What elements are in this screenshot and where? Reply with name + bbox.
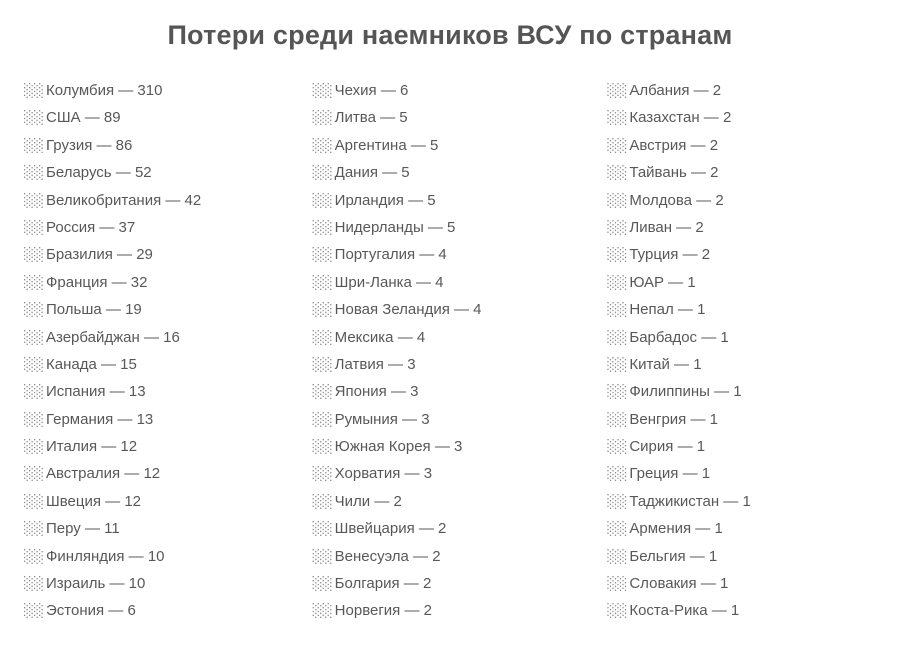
- flag-icon: ░░: [312, 84, 333, 99]
- list-item-label: Ирландия — 5: [334, 191, 436, 209]
- list-item: [607, 77, 882, 104]
- list-item: [313, 488, 588, 515]
- list-item: [607, 378, 882, 405]
- flag-icon: ░░: [312, 357, 333, 373]
- list-item-label: Хорватия — 3: [334, 465, 433, 483]
- list-item: [24, 597, 299, 624]
- list-item-label: Азербайджан — 16: [46, 328, 180, 346]
- country-column-3: [587, 77, 882, 625]
- flag-icon: ░░: [607, 111, 628, 127]
- list-item: [313, 296, 588, 323]
- flag-icon: ░░: [24, 440, 44, 456]
- list-item-label: Финляндия — 10: [46, 547, 165, 565]
- list-item: [607, 406, 882, 433]
- list-item: [607, 104, 882, 131]
- flag-icon: ░░: [607, 440, 628, 456]
- list-item-label: Южная Корея — 3: [334, 438, 463, 456]
- flag-icon: ░░: [24, 166, 44, 182]
- flag-icon: ░░: [607, 248, 628, 264]
- list-item-label: Колумбия — 310: [46, 82, 163, 99]
- flag-icon: ░░: [607, 303, 628, 319]
- list-item: [607, 351, 882, 378]
- flag-icon: ░░: [607, 275, 628, 291]
- list-item-label: Израиль — 10: [46, 575, 146, 593]
- page-title: Потери среди наемников ВСУ по странам: [167, 20, 733, 50]
- list-item-label: Литва — 5: [334, 109, 408, 127]
- list-item-label: Чехия — 6: [334, 82, 409, 99]
- list-item-label: Сирия — 1: [629, 438, 706, 456]
- list-item: [24, 104, 299, 131]
- list-item: [313, 77, 588, 104]
- list-item-label: ЮАР — 1: [629, 273, 696, 291]
- list-item: [24, 324, 299, 351]
- list-item: [313, 351, 588, 378]
- list-item-label: Болгария — 2: [334, 575, 432, 593]
- list-item-label: Польша — 19: [46, 301, 142, 319]
- list-item-label: Филиппины — 1: [629, 383, 742, 401]
- flag-icon: ░░: [607, 412, 628, 428]
- list-item-label: Шри-Ланка — 4: [334, 273, 444, 291]
- list-item: [24, 187, 299, 214]
- list-item-label: Великобритания — 42: [46, 191, 202, 209]
- flag-icon: ░░: [607, 522, 628, 538]
- flag-icon: ░░: [607, 604, 628, 620]
- list-item-label: Коста-Рика — 1: [629, 602, 740, 620]
- list-item: [313, 597, 588, 624]
- flag-icon: ░░: [24, 84, 44, 99]
- list-item: [24, 378, 299, 405]
- flag-icon: ░░: [24, 220, 44, 236]
- flag-icon: ░░: [607, 166, 628, 182]
- list-item-label: Грузия — 86: [46, 136, 133, 154]
- list-item: [313, 378, 588, 405]
- list-item-label: Барбадос — 1: [629, 328, 729, 346]
- list-item: [607, 214, 882, 241]
- list-item-label: Венесуэла — 2: [334, 547, 441, 565]
- list-item-label: Тайвань — 2: [629, 164, 719, 182]
- flag-icon: ░░: [607, 138, 628, 154]
- list-item: [24, 488, 299, 515]
- list-item: [24, 433, 299, 460]
- flag-icon: ░░: [24, 111, 44, 127]
- list-item: [313, 104, 588, 131]
- list-item-label: Мексика — 4: [334, 328, 426, 346]
- list-item-label: Албания — 2: [629, 82, 722, 99]
- flag-icon: ░░: [607, 577, 628, 593]
- flag-icon: ░░: [312, 166, 333, 182]
- list-item-label: Латвия — 3: [334, 355, 416, 373]
- list-item: [313, 241, 588, 268]
- list-item: [24, 269, 299, 296]
- list-item: [313, 187, 588, 214]
- flag-icon: ░░: [24, 193, 44, 209]
- list-item: [313, 515, 588, 542]
- flag-icon: ░░: [24, 248, 44, 264]
- flag-icon: ░░: [312, 412, 333, 428]
- list-item: [607, 543, 882, 570]
- list-item-label: Бельгия — 1: [629, 547, 718, 565]
- list-item-label: Бразилия — 29: [46, 246, 153, 264]
- list-item-label: Венгрия — 1: [629, 410, 718, 428]
- flag-icon: ░░: [24, 577, 44, 593]
- flag-icon: ░░: [24, 467, 44, 483]
- list-item: [607, 597, 882, 624]
- list-item: [607, 488, 882, 515]
- flag-icon: ░░: [607, 330, 628, 346]
- list-item: [313, 159, 588, 186]
- list-item-label: Франция — 32: [46, 273, 148, 291]
- list-item-label: Италия — 12: [46, 438, 138, 456]
- list-item: [24, 460, 299, 487]
- list-item-label: Швейцария — 2: [334, 520, 447, 538]
- list-item-label: США — 89: [46, 109, 121, 127]
- list-item-label: Чили — 2: [334, 492, 402, 510]
- list-item: [607, 460, 882, 487]
- list-item-label: Португалия — 4: [334, 246, 447, 264]
- flag-icon: ░░: [312, 248, 333, 264]
- flag-icon: ░░: [24, 330, 44, 346]
- list-item: [313, 570, 588, 597]
- list-item-label: Непал — 1: [629, 301, 706, 319]
- list-item: [24, 351, 299, 378]
- country-column-2: [299, 77, 588, 625]
- list-item-label: Перу — 11: [46, 520, 120, 538]
- list-item: [607, 324, 882, 351]
- list-item: [24, 214, 299, 241]
- list-item: [24, 159, 299, 186]
- flag-icon: ░░: [607, 467, 628, 483]
- flag-icon: ░░: [312, 303, 333, 319]
- list-item-label: Австралия — 12: [46, 465, 161, 483]
- flag-icon: ░░: [312, 385, 333, 401]
- flag-icon: ░░: [312, 440, 333, 456]
- list-item: [313, 324, 588, 351]
- list-item-label: Дания — 5: [334, 164, 410, 182]
- list-item-label: Армения — 1: [629, 520, 723, 538]
- list-item-label: Китай — 1: [629, 355, 702, 373]
- list-item-label: Австрия — 2: [629, 136, 719, 154]
- flag-icon: ░░: [607, 84, 628, 99]
- list-item: [24, 543, 299, 570]
- list-item-label: Таджикистан — 1: [629, 492, 751, 510]
- flag-icon: ░░: [312, 577, 333, 593]
- flag-icon: ░░: [24, 138, 44, 154]
- flag-icon: ░░: [24, 494, 44, 510]
- flag-icon: ░░: [312, 330, 333, 346]
- flag-icon: ░░: [24, 385, 44, 401]
- flag-icon: ░░: [607, 549, 628, 565]
- list-item: [313, 433, 588, 460]
- list-item: [607, 159, 882, 186]
- country-column-1: [22, 77, 299, 625]
- list-item-label: Аргентина — 5: [334, 136, 439, 154]
- list-item-label: Испания — 13: [46, 383, 146, 401]
- list-item: [607, 132, 882, 159]
- flag-icon: ░░: [607, 193, 628, 209]
- list-item-label: Греция — 1: [629, 465, 711, 483]
- list-item-label: Япония — 3: [334, 383, 419, 401]
- list-item: [607, 269, 882, 296]
- list-item: [607, 433, 882, 460]
- flag-icon: ░░: [24, 357, 44, 373]
- list-item-label: Швеция — 12: [46, 492, 142, 510]
- flag-icon: ░░: [24, 604, 44, 620]
- list-item: [313, 269, 588, 296]
- list-item-label: Нидерланды — 5: [334, 218, 456, 236]
- flag-icon: ░░: [607, 385, 628, 401]
- list-item-label: Казахстан — 2: [629, 109, 732, 127]
- list-item: [24, 406, 299, 433]
- flag-icon: ░░: [312, 193, 333, 209]
- flag-icon: ░░: [312, 604, 333, 620]
- flag-icon: ░░: [24, 275, 44, 291]
- list-item-label: Германия — 13: [46, 410, 154, 428]
- list-item-label: Ливан — 2: [629, 218, 704, 236]
- list-item: [24, 241, 299, 268]
- flag-icon: ░░: [607, 220, 628, 236]
- list-item: [607, 570, 882, 597]
- list-item: [607, 241, 882, 268]
- list-item-label: Эстония — 6: [46, 602, 136, 620]
- flag-icon: ░░: [312, 275, 333, 291]
- flag-icon: ░░: [24, 303, 44, 319]
- list-item-label: Россия — 37: [46, 218, 136, 236]
- flag-icon: ░░: [312, 494, 333, 510]
- country-list: [0, 77, 900, 625]
- flag-icon: ░░: [607, 357, 628, 373]
- flag-icon: ░░: [312, 220, 333, 236]
- list-item: [24, 132, 299, 159]
- list-item-label: Румыния — 3: [334, 410, 430, 428]
- flag-icon: ░░: [312, 111, 333, 127]
- list-item: [313, 132, 588, 159]
- list-item: [24, 296, 299, 323]
- flag-icon: ░░: [312, 138, 333, 154]
- list-item-label: Турция — 2: [629, 246, 711, 264]
- flag-icon: ░░: [24, 412, 44, 428]
- list-item-label: Новая Зеландия — 4: [334, 301, 482, 319]
- flag-icon: ░░: [312, 467, 333, 483]
- list-item: [313, 406, 588, 433]
- list-item: [607, 296, 882, 323]
- list-item-label: Норвегия — 2: [334, 602, 432, 620]
- list-item: [313, 543, 588, 570]
- list-item: [313, 460, 588, 487]
- list-item-label: Молдова — 2: [629, 191, 724, 209]
- list-item: [607, 515, 882, 542]
- list-item: [24, 77, 299, 104]
- list-item: [24, 515, 299, 542]
- flag-icon: ░░: [24, 549, 44, 565]
- list-item: [313, 214, 588, 241]
- flag-icon: ░░: [24, 522, 44, 538]
- list-item-label: Беларусь — 52: [46, 164, 152, 182]
- list-item-label: Словакия — 1: [629, 575, 729, 593]
- list-item: [607, 187, 882, 214]
- flag-icon: ░░: [607, 494, 628, 510]
- list-item: [24, 570, 299, 597]
- list-item-label: Канада — 15: [46, 355, 137, 373]
- flag-icon: ░░: [312, 522, 333, 538]
- flag-icon: ░░: [312, 549, 333, 565]
